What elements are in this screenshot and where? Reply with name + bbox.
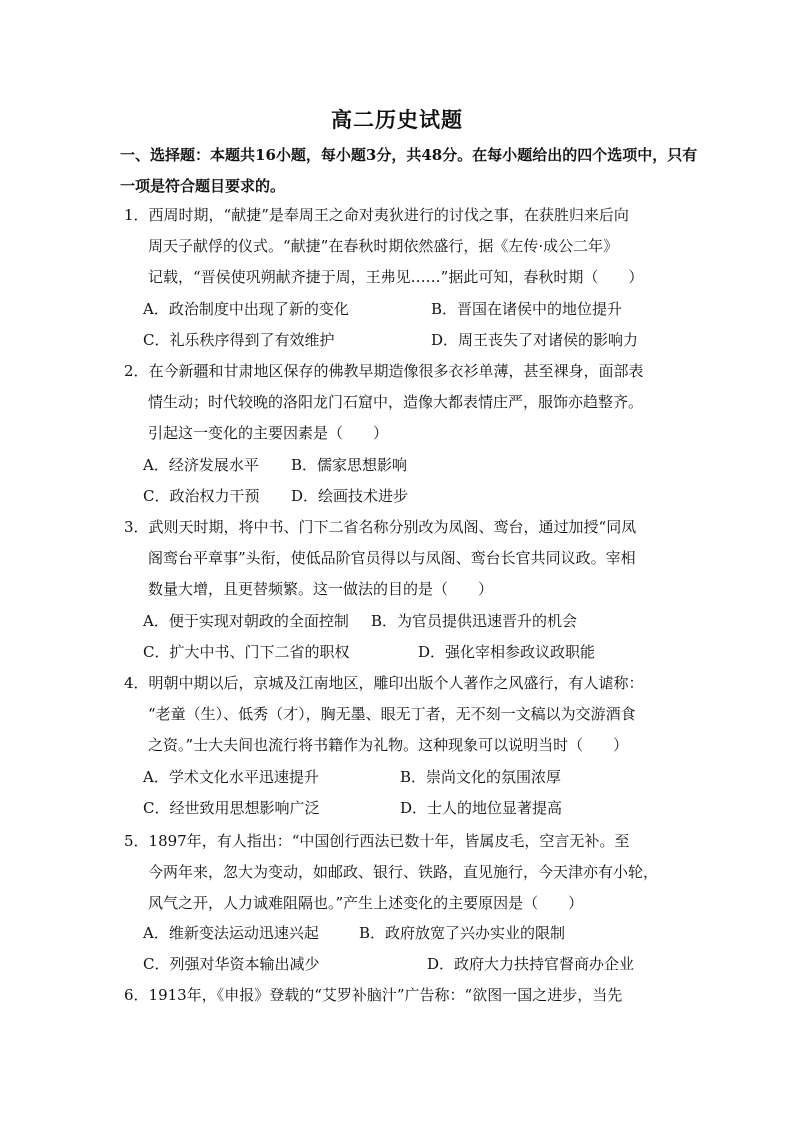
question-6-line-1: 6．1913年，《申报》登载的“艾罗补脑汁”广告称：“欲图一国之进步，当先 <box>124 986 623 1004</box>
question-1-options <box>143 294 693 356</box>
option-b[interactable]: B．晋国在诸侯中的地位提升 <box>431 300 623 318</box>
question-2-options <box>143 450 693 512</box>
option-c[interactable]: C．政治权力干预 <box>143 487 260 505</box>
option-d[interactable]: D．士人的地位显著提高 <box>400 799 563 817</box>
option-a[interactable]: A．学术文化水平迅速提升 <box>143 768 319 786</box>
question-4-options <box>143 762 693 824</box>
option-c[interactable]: C．扩大中书、门下二省的职权 <box>143 643 350 661</box>
question-5-line-1: 5．1897年，有人指出：“中国创行西法已数十年，皆属皮毛，空言无补。至 <box>124 832 630 850</box>
question-6 <box>124 980 690 1011</box>
question-5-line-2: 今两年来，忽大为变动，如邮政、银行、铁路，直见施行，今天津亦有小轮， <box>148 863 659 881</box>
question-3-line-1: 3．武则天时期，将中书、门下二省名称分别改为凤阁、鸾台，通过加授“同凤 <box>124 518 637 536</box>
question-1-line-2: 周天子献俘的仪式。“献捷”在春秋时期依然盛行，据《左传·成公二年》 <box>148 237 619 255</box>
section-line-2: 一项是符合题目要求的。 <box>120 177 286 195</box>
question-5 <box>124 826 690 919</box>
question-3-options <box>143 606 693 668</box>
option-b[interactable]: B．儒家思想影响 <box>291 456 408 474</box>
section-header <box>120 140 698 202</box>
question-4-line-1: 4．明朝中期以后，京城及江南地区，雕印出版个人著作之风盛行，有人谑称： <box>124 674 644 692</box>
question-4-line-2: “老童（生）、低秀（才），胸无墨、眼无丁者，无不刻一文稿以为交游酒食 <box>148 705 636 723</box>
option-c[interactable]: C．经世致用思想影响广泛 <box>143 799 320 817</box>
option-a[interactable]: A．维新变法运动迅速兴起 <box>143 924 319 942</box>
question-5-options <box>143 918 693 980</box>
option-b[interactable]: B．为官员提供迅速晋升的机会 <box>371 612 578 630</box>
question-2-line-3: 引起这一变化的主要因素是（ ） <box>148 424 389 442</box>
option-a[interactable]: A．经济发展水平 <box>143 456 259 474</box>
option-c[interactable]: C．礼乐秩序得到了有效维护 <box>143 331 335 349</box>
question-1-line-1: 1．西周时期，“献捷”是奉周王之命对夷狄进行的讨伐之事，在获胜归来后向 <box>124 206 629 224</box>
question-3-line-3: 数量大增，且更替频繁。这一做法的目的是（ ） <box>148 580 494 598</box>
page-title: 高二历史试题 <box>331 107 463 132</box>
option-d[interactable]: D．强化宰相参政议政职能 <box>418 643 596 661</box>
question-1-line-3: 记载，“晋侯使巩朔献齐捷于周，王弗见……”据此可知，春秋时期（ ） <box>148 268 644 286</box>
question-3-line-2: 阁鸾台平章事”头衔，使低品阶官员得以与凤阁、鸾台长官共同议政。宰相 <box>148 549 636 567</box>
option-a[interactable]: A．便于实现对朝政的全面控制 <box>143 612 349 630</box>
question-4-line-3: 之资。”士大夫间也流行将书籍作为礼物。这种现象可以说明当时（ ） <box>148 736 629 754</box>
question-4 <box>124 668 690 761</box>
option-b[interactable]: B．政府放宽了兴办实业的限制 <box>359 924 566 942</box>
option-b[interactable]: B．崇尚文化的氛围浓厚 <box>400 768 562 786</box>
question-2-line-2: 情生动；时代较晚的洛阳龙门石窟中，造像大都表情庄严，服饰亦趋整齐。 <box>148 393 644 411</box>
option-a[interactable]: A．政治制度中出现了新的变化 <box>143 300 349 318</box>
question-1 <box>124 200 690 293</box>
option-d[interactable]: D．绘画技术进步 <box>291 487 409 505</box>
question-2-line-1: 2．在今新疆和甘肃地区保存的佛教早期造像很多衣衫单薄，甚至裸身，面部表 <box>124 362 644 380</box>
option-d[interactable]: D．政府大力扶持官督商办企业 <box>427 955 635 973</box>
section-line-1: 一、选择题：本题共16小题，每小题3分，共48分。在每小题给出的四个选项中，只有 <box>120 146 698 164</box>
option-d[interactable]: D．周王丧失了对诸侯的影响力 <box>431 331 639 349</box>
question-2 <box>124 356 690 449</box>
question-5-line-3: 风气之开，人力诚难阻隔也。”产生上述变化的主要原因是（ ） <box>148 894 584 912</box>
option-c[interactable]: C．列强对华资本输出减少 <box>143 955 320 973</box>
question-3 <box>124 512 690 605</box>
